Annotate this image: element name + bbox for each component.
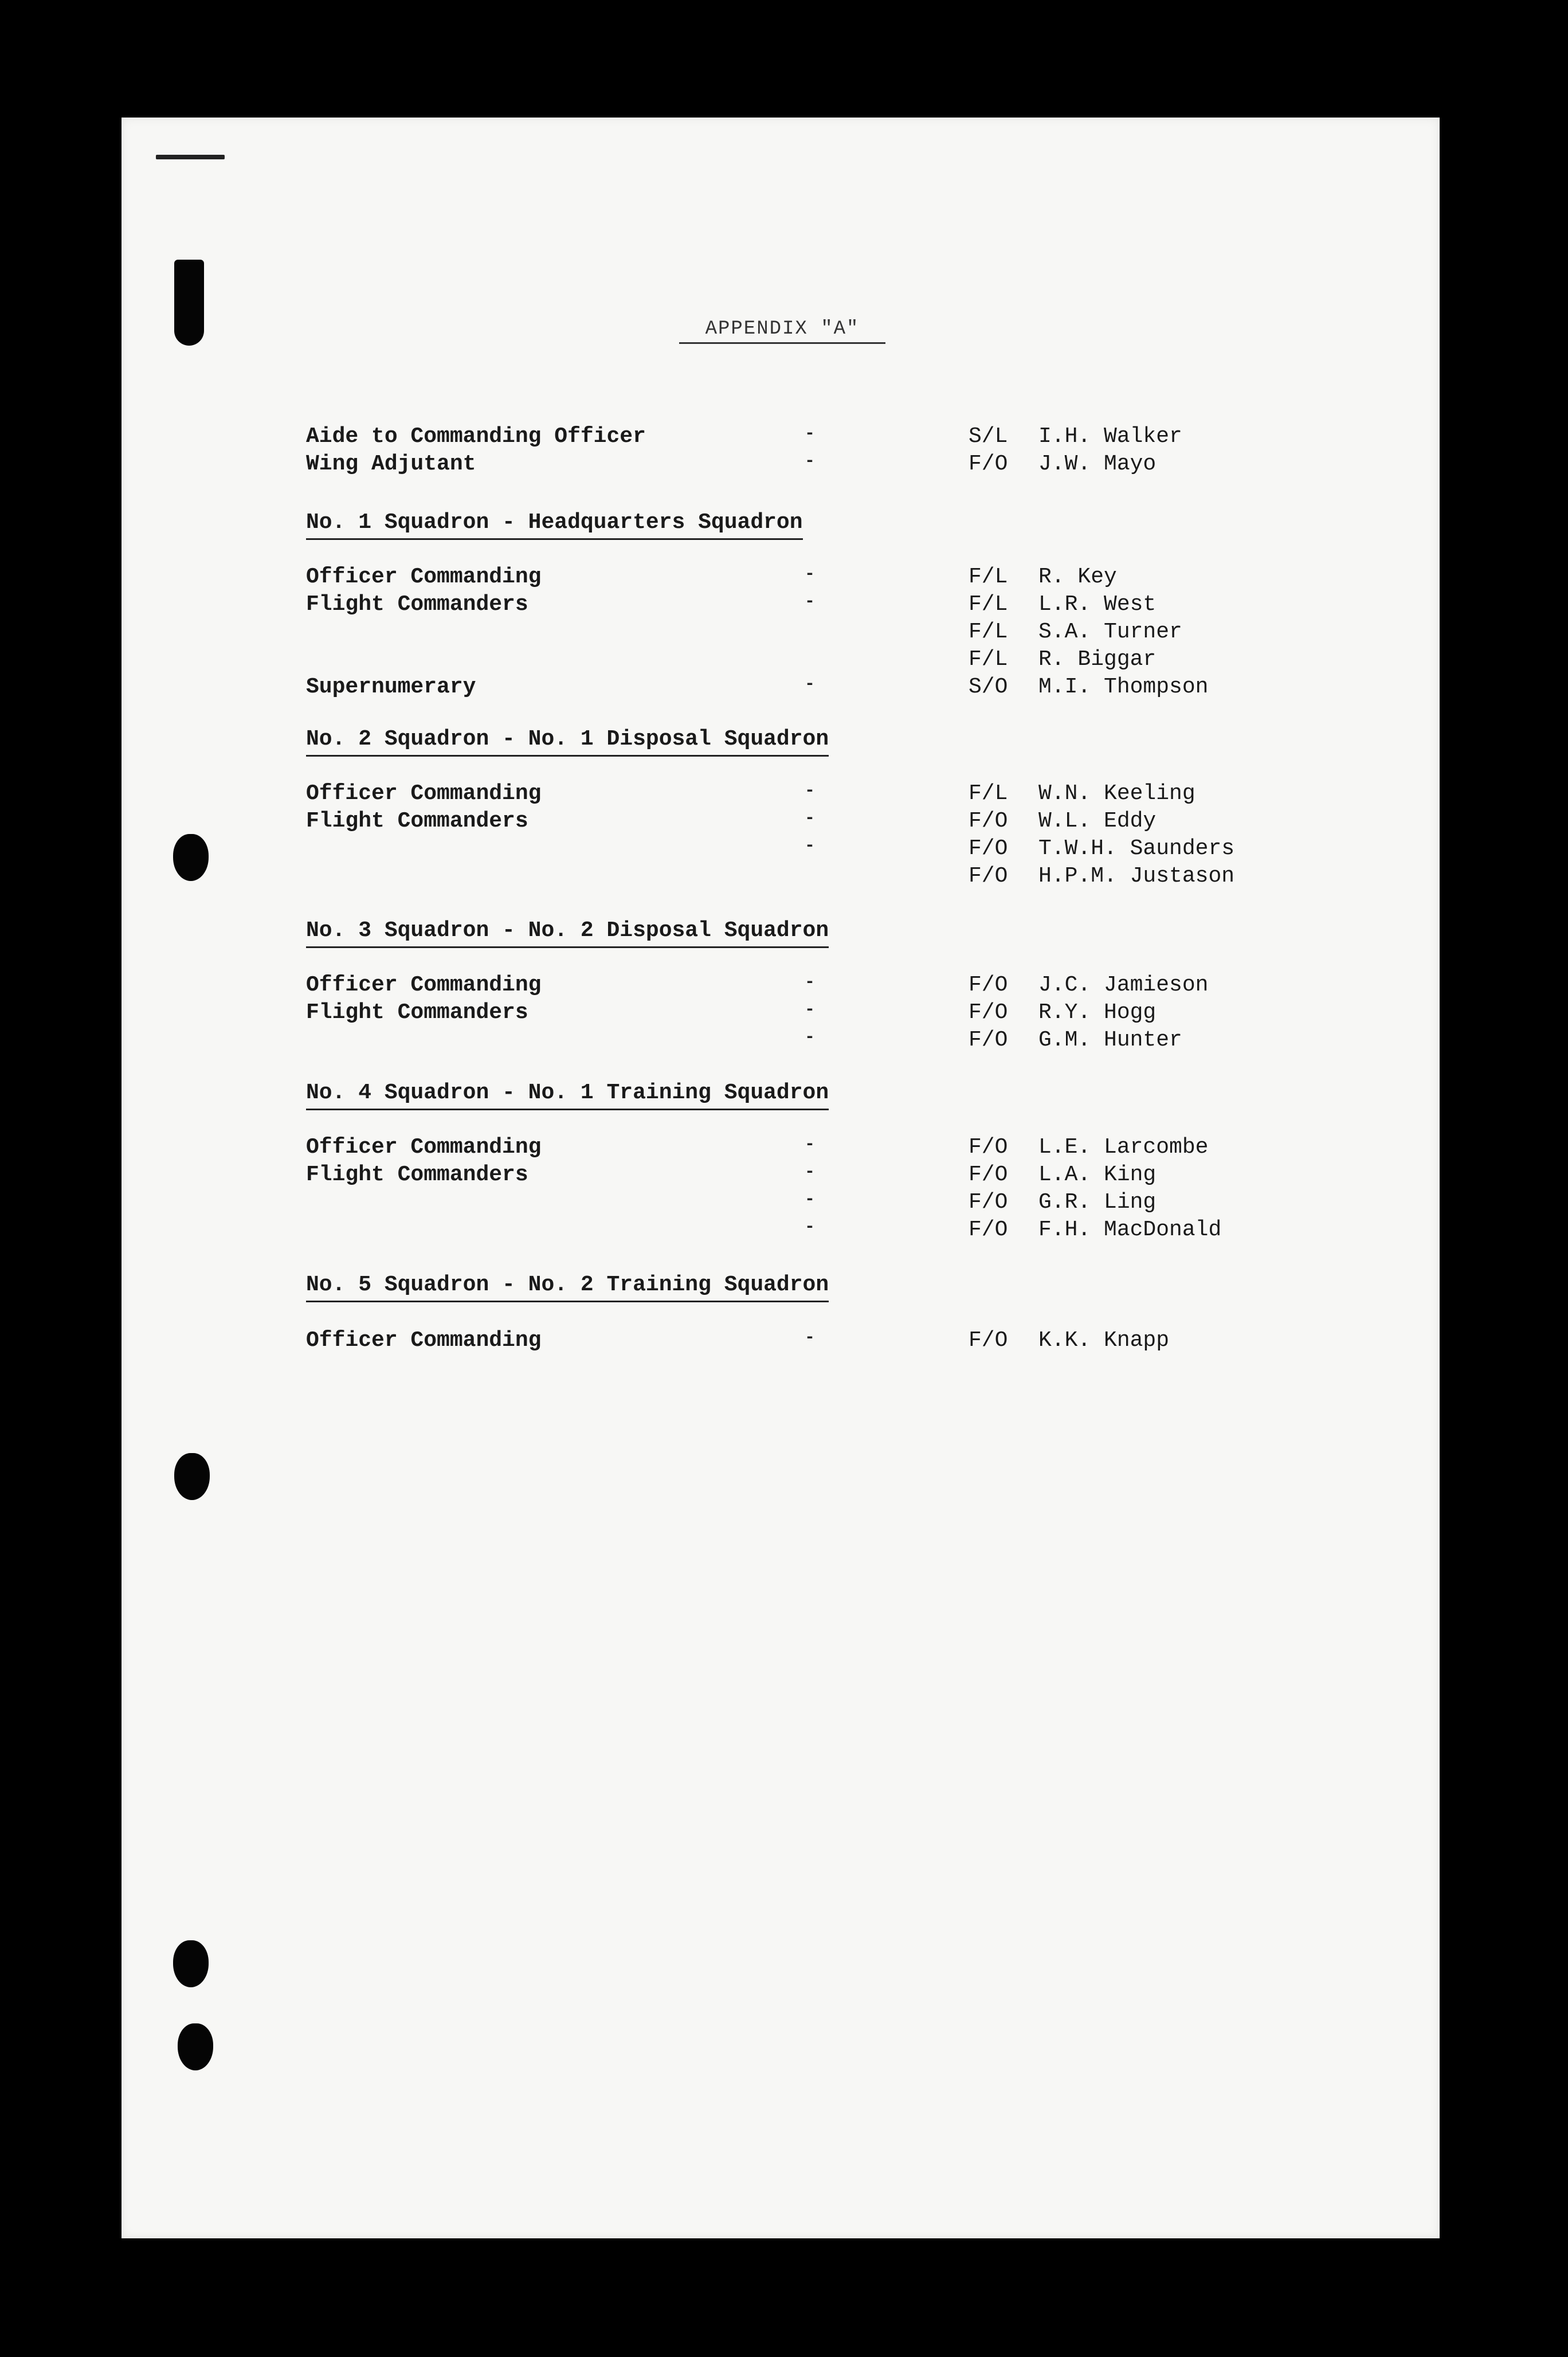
- officer-name: R.Y. Hogg: [1038, 1000, 1157, 1025]
- separator-dash: -: [805, 1028, 816, 1047]
- rank: F/O: [969, 1190, 1008, 1215]
- separator-dash: -: [805, 1135, 816, 1154]
- list-row: [121, 647, 1440, 675]
- list-row: [121, 1000, 1440, 1028]
- separator-dash: -: [805, 1190, 816, 1209]
- section-heading: No. 4 Squadron - No. 1 Training Squadron: [306, 1080, 829, 1110]
- binder-hole-3: [173, 1940, 209, 1987]
- position-label: Flight Commanders: [306, 1162, 528, 1187]
- officer-name: L.A. King: [1038, 1162, 1157, 1187]
- list-row: [121, 1135, 1440, 1162]
- officer-name: S.A. Turner: [1038, 620, 1182, 644]
- position-label: Officer Commanding: [306, 1135, 542, 1160]
- binder-hole-4: [178, 2023, 213, 2070]
- separator-dash: -: [805, 1000, 816, 1020]
- rank: F/O: [969, 452, 1008, 476]
- separator-dash: -: [805, 1162, 816, 1182]
- position-label: Wing Adjutant: [306, 452, 476, 476]
- rank: F/O: [969, 836, 1008, 861]
- separator-dash: -: [805, 1217, 816, 1237]
- position-label: Supernumerary: [306, 675, 476, 699]
- list-row: [121, 675, 1440, 702]
- officer-name: L.E. Larcombe: [1038, 1135, 1209, 1160]
- rank: F/O: [969, 1217, 1008, 1242]
- list-row: [121, 452, 1440, 479]
- ink-smudge: [156, 155, 225, 159]
- list-row: [121, 620, 1440, 647]
- section-heading: No. 3 Squadron - No. 2 Disposal Squadron: [306, 918, 829, 948]
- separator-dash: -: [805, 565, 816, 584]
- rank: F/L: [969, 647, 1008, 672]
- position-label: Flight Commanders: [306, 592, 528, 617]
- rank: F/L: [969, 592, 1008, 617]
- rank: F/O: [969, 1135, 1008, 1160]
- separator-dash: -: [805, 836, 816, 856]
- list-row: [121, 1217, 1440, 1245]
- separator-dash: -: [805, 424, 816, 444]
- appendix-title: APPENDIX "A": [679, 318, 885, 344]
- binder-tab-mark: [174, 260, 204, 346]
- position-label: Officer Commanding: [306, 565, 542, 589]
- section-heading: No. 2 Squadron - No. 1 Disposal Squadron: [306, 727, 829, 757]
- separator-dash: -: [805, 809, 816, 828]
- separator-dash: -: [805, 1328, 816, 1348]
- position-label: Officer Commanding: [306, 781, 542, 806]
- officer-name: W.N. Keeling: [1038, 781, 1195, 806]
- officer-name: G.M. Hunter: [1038, 1028, 1182, 1052]
- rank: F/O: [969, 1162, 1008, 1187]
- officer-name: I.H. Walker: [1038, 424, 1182, 449]
- rank: F/O: [969, 1328, 1008, 1353]
- list-row: [121, 809, 1440, 836]
- officer-name: L.R. West: [1038, 592, 1157, 617]
- separator-dash: -: [805, 675, 816, 694]
- list-row: [121, 864, 1440, 891]
- separator-dash: -: [805, 973, 816, 992]
- position-label: Officer Commanding: [306, 1328, 542, 1353]
- rank: F/O: [969, 864, 1008, 888]
- officer-name: M.I. Thompson: [1038, 675, 1209, 699]
- officer-name: J.C. Jamieson: [1038, 973, 1209, 997]
- officer-name: K.K. Knapp: [1038, 1328, 1170, 1353]
- position-label: Officer Commanding: [306, 973, 542, 997]
- list-row: [121, 592, 1440, 620]
- list-row: [121, 973, 1440, 1000]
- section-heading: No. 1 Squadron - Headquarters Squadron: [306, 510, 803, 540]
- officer-name: F.H. MacDonald: [1038, 1217, 1222, 1242]
- rank: F/O: [969, 809, 1008, 833]
- rank: S/L: [969, 424, 1008, 449]
- separator-dash: -: [805, 781, 816, 801]
- rank: F/O: [969, 1000, 1008, 1025]
- list-row: [121, 836, 1440, 864]
- rank: F/O: [969, 1028, 1008, 1052]
- rank: F/O: [969, 973, 1008, 997]
- list-row: [121, 781, 1440, 809]
- separator-dash: -: [805, 592, 816, 612]
- list-row: [121, 424, 1440, 452]
- officer-name: W.L. Eddy: [1038, 809, 1157, 833]
- rank: F/L: [969, 565, 1008, 589]
- officer-name: R. Key: [1038, 565, 1117, 589]
- officer-name: G.R. Ling: [1038, 1190, 1157, 1215]
- list-row: [121, 565, 1440, 592]
- officer-name: R. Biggar: [1038, 647, 1157, 672]
- position-label: Aide to Commanding Officer: [306, 424, 646, 449]
- rank: F/L: [969, 620, 1008, 644]
- document-page: [121, 118, 1440, 2238]
- position-label: Flight Commanders: [306, 1000, 528, 1025]
- position-label: Flight Commanders: [306, 809, 528, 833]
- rank: S/O: [969, 675, 1008, 699]
- officer-name: J.W. Mayo: [1038, 452, 1157, 476]
- officer-name: T.W.H. Saunders: [1038, 836, 1235, 861]
- list-row: [121, 1190, 1440, 1217]
- binder-hole-2: [174, 1453, 210, 1500]
- list-row: [121, 1028, 1440, 1055]
- separator-dash: -: [805, 452, 816, 471]
- officer-name: H.P.M. Justason: [1038, 864, 1235, 888]
- list-row: [121, 1162, 1440, 1190]
- list-row: [121, 1328, 1440, 1356]
- section-heading: No. 5 Squadron - No. 2 Training Squadron: [306, 1273, 829, 1302]
- rank: F/L: [969, 781, 1008, 806]
